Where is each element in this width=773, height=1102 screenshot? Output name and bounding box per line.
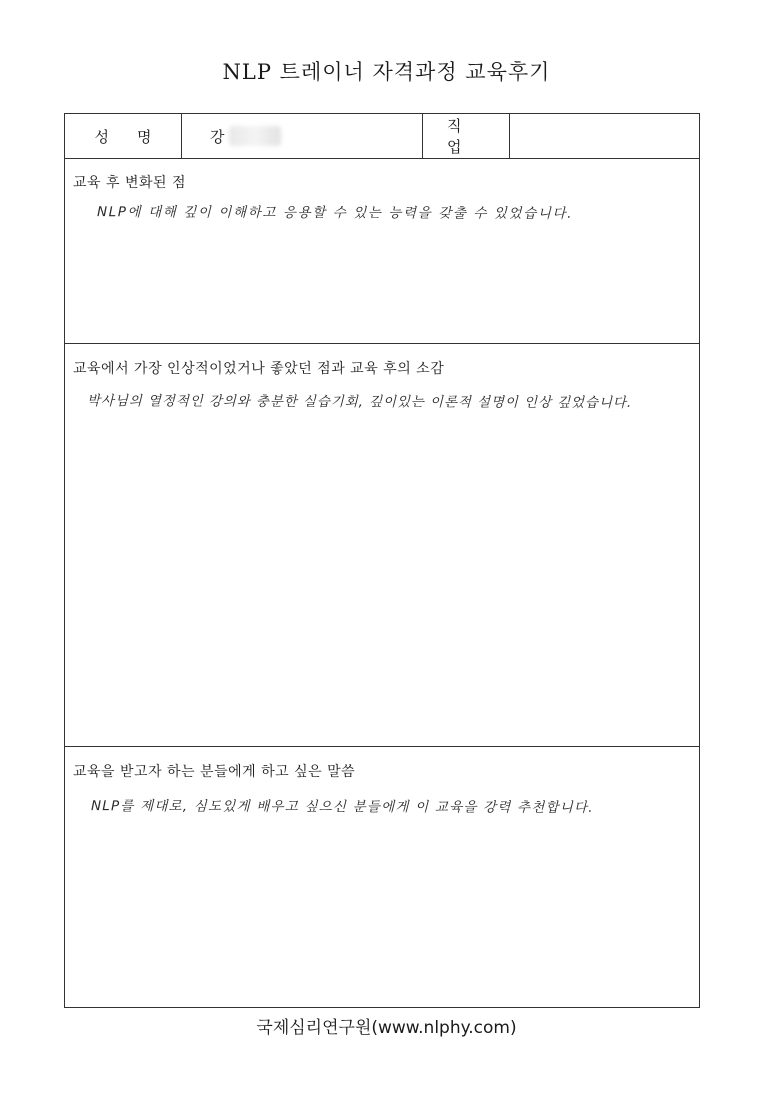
occupation-field: [510, 114, 699, 158]
name-label: 성명: [65, 114, 182, 158]
document-title: NLP 트레이너 자격과정 교육후기: [222, 60, 551, 84]
handwritten-answer: NLP를 제대로, 심도있게 배우고 싶으신 분들에게 이 교육을 강력 추천합니다.: [90, 798, 594, 816]
occupation-label: 직업: [423, 114, 510, 158]
footer-institute: 국제심리연구원(www.nlphy.com): [256, 1018, 517, 1038]
handwritten-answer: 박사님의 열정적인 강의와 충분한 실습기회, 깊이있는 이론적 설명이 인상 깊었습니다.: [86, 393, 633, 411]
section-impressions: [65, 344, 699, 747]
name-field: [182, 114, 423, 158]
name-value: 강: [210, 127, 225, 146]
review-form: [64, 113, 700, 1008]
handwritten-answer: NLP에 대해 깊이 이해하고 응용할 수 있는 능력을 갖출 수 있었습니다.: [96, 204, 574, 222]
section-label: 교육을 받고자 하는 분들에게 하고 싶은 말씀: [73, 764, 356, 780]
section-label: 교육에서 가장 인상적이었거나 좋았던 점과 교육 후의 소감: [73, 361, 445, 377]
redacted-name-blur: [229, 126, 281, 146]
section-changes-after-training: [65, 158, 699, 344]
header-row: [65, 114, 699, 159]
section-advice-to-others: [65, 747, 699, 1007]
section-label: 교육 후 변화된 점: [73, 175, 187, 191]
